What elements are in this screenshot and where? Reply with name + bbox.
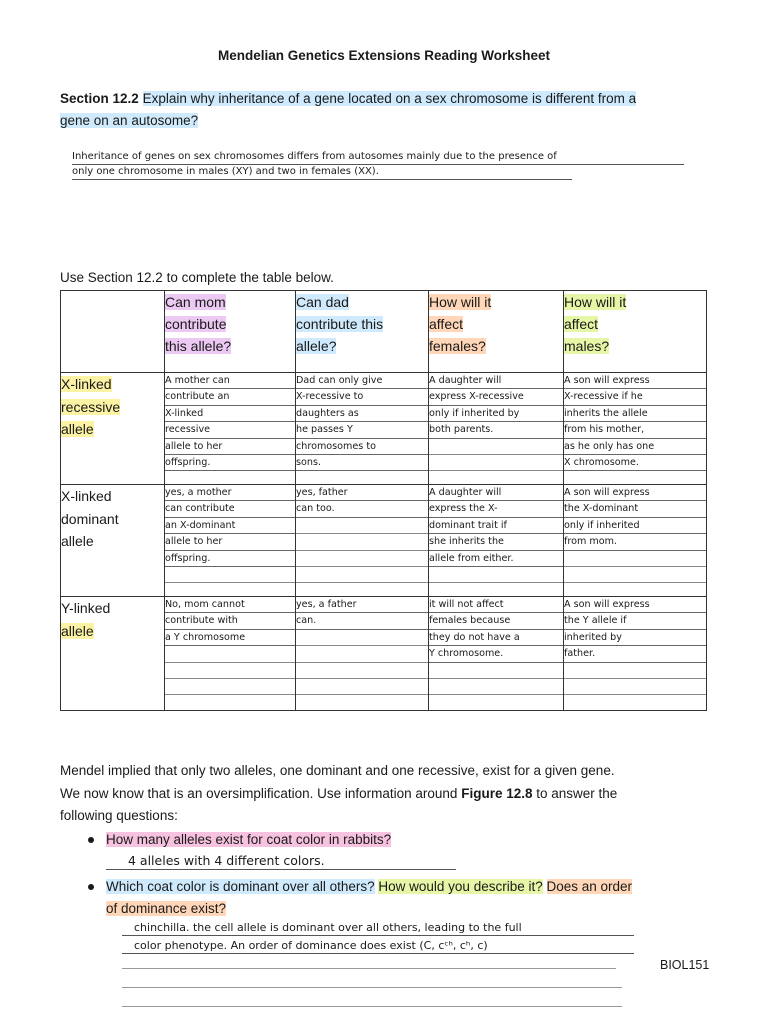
table-intro: Use Section 12.2 to complete the table below. — [60, 270, 334, 285]
row-label-line: dominant — [61, 510, 119, 527]
header-mom — [165, 291, 296, 373]
handwritten-line: from his mother, — [564, 422, 706, 438]
cell-x-dominant-males — [564, 485, 707, 597]
handwritten-line — [296, 646, 428, 662]
handwritten-line: the X-dominant — [564, 501, 706, 517]
mendel-text: to answer the — [532, 785, 618, 801]
question-coat-part: How would you describe it? — [378, 879, 543, 894]
handwritten-line: express the X- — [429, 501, 563, 517]
handwritten-line: the Y allele if — [564, 613, 706, 629]
handwritten-line — [564, 679, 706, 695]
handwritten-line: only if inherited — [564, 518, 706, 534]
row-label-line: allele — [61, 421, 94, 437]
handwritten-line: offspring. — [165, 455, 295, 471]
handwritten-line: X-recessive if he — [564, 389, 706, 405]
row-label-line: X-linked — [61, 488, 112, 504]
cell-x-recessive-mom — [165, 373, 296, 485]
section-question-text-2: gene on an autosome? — [60, 113, 199, 128]
handwritten-line: from mom. — [564, 534, 706, 550]
answer-coat-line-1: chinchilla. the cell allele is dominant over all others, leading to the full — [122, 921, 634, 936]
cell-x-dominant-dad — [296, 485, 429, 597]
handwritten-line — [564, 551, 706, 567]
header-mom-line: contribute — [165, 316, 227, 332]
header-females — [429, 291, 564, 373]
handwritten-line — [296, 534, 428, 550]
handwritten-line: an X-dominant — [165, 518, 295, 534]
section-label: Section 12.2 — [60, 91, 139, 106]
header-mom-line: this allele? — [165, 338, 232, 354]
handwritten-line — [429, 455, 563, 471]
header-males-line: affect — [564, 316, 598, 332]
header-dad-line: allele? — [296, 338, 337, 354]
question-coat-part: Which coat color is dominant over all others? — [106, 879, 375, 894]
cell-y-linked-males — [564, 597, 707, 711]
row-label-line: recessive — [61, 398, 121, 415]
blank-answer-line — [122, 968, 616, 969]
row-label-line: Y-linked — [61, 600, 111, 616]
handwritten-line: sons. — [296, 455, 428, 471]
table-row-x-dominant — [61, 485, 707, 597]
handwritten-line — [564, 663, 706, 679]
row-label-x-dominant — [61, 485, 165, 597]
handwritten-line: offspring. — [165, 551, 295, 567]
handwritten-line: A son will express — [564, 597, 706, 613]
handwritten-line: yes, father — [296, 485, 428, 501]
header-males-line: How will it — [564, 294, 627, 310]
figure-reference: Figure 12.8 — [461, 785, 533, 801]
handwritten-line: allele to her — [165, 439, 295, 455]
cell-x-recessive-males — [564, 373, 707, 485]
mendel-text: We now know that is an oversimplification. Use information around — [60, 785, 462, 801]
handwritten-line — [165, 567, 295, 583]
header-dad-line: contribute this — [296, 316, 384, 332]
handwritten-line — [296, 567, 428, 583]
question-alleles — [106, 829, 391, 851]
handwritten-line — [296, 518, 428, 534]
row-label-line: allele — [61, 622, 94, 639]
cell-x-recessive-females — [429, 373, 564, 485]
handwritten-line: can too. — [296, 501, 428, 517]
handwritten-line: inherits the allele — [564, 406, 706, 422]
handwritten-line: inherited by — [564, 630, 706, 646]
header-dad — [296, 291, 429, 373]
handwritten-line: females because — [429, 613, 563, 629]
handwritten-line: a Y chromosome — [165, 630, 295, 646]
question-coat-part: of dominance exist? — [106, 901, 227, 916]
handwritten-line — [296, 679, 428, 695]
row-label-line: X-linked — [61, 376, 112, 392]
header-females-line: How will it — [429, 294, 492, 310]
handwritten-line: contribute with — [165, 613, 295, 629]
handwritten-line: allele from either. — [429, 551, 563, 567]
handwritten-line: X chromosome. — [564, 455, 706, 471]
question-coat-color — [106, 876, 726, 920]
handwritten-line: he passes Y — [296, 422, 428, 438]
cell-x-recessive-dad — [296, 373, 429, 485]
handwritten-line — [429, 439, 563, 455]
table-row-x-recessive — [61, 373, 707, 485]
answer-coat-line-2: color phenotype. An order of dominance does exist (C, cᶜʰ, cʰ, c) — [122, 939, 634, 954]
cell-y-linked-mom — [165, 597, 296, 711]
handwritten-line: daughters as — [296, 406, 428, 422]
handwritten-line: A mother can — [165, 373, 295, 389]
header-females-line: affect — [429, 316, 463, 332]
question-alleles-text: How many alleles exist for coat color in rabbits? — [106, 832, 392, 847]
bullet-dot — [88, 884, 94, 890]
handwritten-line — [165, 679, 295, 695]
answer-alleles: 4 alleles with 4 different colors. — [106, 852, 456, 870]
section-question-text-1: Explain why inheritance of a gene located on a sex chromosome is different from a — [142, 91, 637, 106]
handwritten-line: only if inherited by — [429, 406, 563, 422]
handwritten-line — [564, 567, 706, 583]
handwritten-line: X-recessive to — [296, 389, 428, 405]
handwritten-line — [429, 663, 563, 679]
mendel-paragraph — [60, 760, 730, 828]
header-empty-cell — [61, 291, 165, 373]
header-males — [564, 291, 707, 373]
handwritten-line: contribute an — [165, 389, 295, 405]
section-answer-line-1: Inheritance of genes on sex chromosomes differs from autosomes mainly due to the presence of — [72, 150, 684, 165]
header-females-line: females? — [429, 338, 486, 354]
handwritten-line: yes, a mother — [165, 485, 295, 501]
handwritten-line: both parents. — [429, 422, 563, 438]
handwritten-line: Y chromosome. — [429, 646, 563, 662]
handwritten-line — [296, 551, 428, 567]
section-answer-line-2: only one chromosome in males (XY) and two in females (XX). — [72, 165, 572, 180]
handwritten-line: X-linked — [165, 406, 295, 422]
handwritten-line: can contribute — [165, 501, 295, 517]
bullet-dot — [88, 837, 94, 843]
handwritten-line: Dad can only give — [296, 373, 428, 389]
header-males-line: males? — [564, 338, 610, 354]
allele-table — [60, 290, 707, 711]
handwritten-line: A son will express — [564, 373, 706, 389]
table-row-y-linked — [61, 597, 707, 711]
handwritten-line — [165, 646, 295, 662]
header-mom-line: Can mom — [165, 294, 226, 310]
handwritten-line — [165, 663, 295, 679]
table-header-row — [61, 291, 707, 373]
handwritten-line: A daughter will — [429, 485, 563, 501]
cell-x-dominant-mom — [165, 485, 296, 597]
handwritten-line: A son will express — [564, 485, 706, 501]
handwritten-line: No, mom cannot — [165, 597, 295, 613]
row-label-x-recessive — [61, 373, 165, 485]
row-label-line: allele — [61, 533, 94, 549]
handwritten-line: as he only has one — [564, 439, 706, 455]
handwritten-line: they do not have a — [429, 630, 563, 646]
worksheet-title: Mendelian Genetics Extensions Reading Worksheet — [217, 48, 551, 63]
header-dad-line: Can dad — [296, 294, 349, 310]
mendel-paragraph-line: Mendel implied that only two alleles, one dominant and one recessive, exist for a given gene. — [60, 763, 615, 778]
mendel-paragraph-line: following questions: — [60, 808, 178, 823]
row-label-y-linked — [61, 597, 165, 711]
handwritten-line: yes, a father — [296, 597, 428, 613]
handwritten-line — [296, 630, 428, 646]
handwritten-line: A daughter will — [429, 373, 563, 389]
handwritten-line: dominant trait if — [429, 518, 563, 534]
blank-answer-line — [122, 1006, 622, 1007]
handwritten-line — [429, 679, 563, 695]
handwritten-line: it will not affect — [429, 597, 563, 613]
question-coat-part: Does an order — [546, 879, 633, 894]
blank-answer-line — [122, 987, 622, 988]
mendel-paragraph-line — [60, 783, 730, 806]
handwritten-line: express X-recessive — [429, 389, 563, 405]
cell-x-dominant-females — [429, 485, 564, 597]
cell-y-linked-dad — [296, 597, 429, 711]
section-question — [60, 88, 720, 132]
handwritten-line: she inherits the — [429, 534, 563, 550]
handwritten-line: recessive — [165, 422, 295, 438]
handwritten-line — [429, 567, 563, 583]
handwritten-line: father. — [564, 646, 706, 662]
handwritten-line — [296, 663, 428, 679]
cell-y-linked-females — [429, 597, 564, 711]
course-code: BIOL151 — [660, 958, 710, 972]
handwritten-line: allele to her — [165, 534, 295, 550]
handwritten-line: can. — [296, 613, 428, 629]
handwritten-line: chromosomes to — [296, 439, 428, 455]
